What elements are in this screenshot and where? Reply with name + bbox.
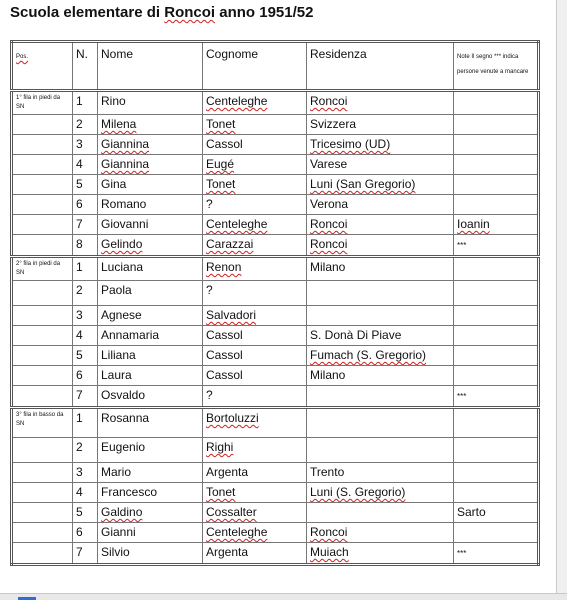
table-row — [12, 257, 539, 281]
cell-note — [454, 483, 539, 503]
horizontal-scrollbar[interactable] — [0, 593, 567, 600]
table-row — [12, 195, 539, 215]
cell-cognome: Eugé — [203, 155, 307, 175]
table-row — [12, 175, 539, 195]
cell-residenza: Milano — [307, 257, 454, 281]
row-position-empty — [12, 483, 73, 503]
cell-residenza: Roncoi — [307, 523, 454, 543]
title-suffix: anno 1951/52 — [215, 4, 314, 21]
cell-number: 6 — [73, 195, 98, 215]
cell-residenza: Roncoi — [307, 91, 454, 115]
table-row — [12, 326, 539, 346]
cell-number: 3 — [73, 135, 98, 155]
table-row — [12, 281, 539, 306]
row-position-empty — [12, 326, 73, 346]
cell-nome: Giovanni — [98, 215, 203, 235]
cell-number: 1 — [73, 257, 98, 281]
cell-nome: Gelindo — [98, 235, 203, 257]
cell-residenza: Fumach (S. Gregorio) — [307, 346, 454, 366]
cell-number: 7 — [73, 386, 98, 408]
cell-residenza: Milano — [307, 366, 454, 386]
cell-note — [454, 91, 539, 115]
cell-note — [454, 115, 539, 135]
cell-number: 8 — [73, 235, 98, 257]
table-row — [12, 543, 539, 565]
cell-nome: Annamaria — [98, 326, 203, 346]
table-row — [12, 235, 539, 257]
cell-cognome: ? — [203, 195, 307, 215]
cell-cognome: Carazzai — [203, 235, 307, 257]
cell-note — [454, 438, 539, 463]
cell-note — [454, 281, 539, 306]
cell-cognome: Cassol — [203, 326, 307, 346]
cell-residenza: Luni (S. Gregorio) — [307, 483, 454, 503]
cell-cognome: Renon — [203, 257, 307, 281]
row-position-label: 3° fila in basso da SN — [12, 408, 73, 438]
cell-cognome: Salvadori — [203, 306, 307, 326]
table-row — [12, 215, 539, 235]
cell-nome: Gianni — [98, 523, 203, 543]
header-nome: Nome — [98, 42, 203, 91]
table-row — [12, 91, 539, 115]
cell-note — [454, 463, 539, 483]
cell-cognome: Argenta — [203, 463, 307, 483]
row-position-empty — [12, 386, 73, 408]
cell-note — [454, 155, 539, 175]
row-position-label: 1° fila in piedi da SN — [12, 91, 73, 115]
row-position-empty — [12, 215, 73, 235]
cell-note — [454, 135, 539, 155]
cell-note: *** — [454, 386, 539, 408]
cell-number: 4 — [73, 483, 98, 503]
header-note: Note Il segno *** indica persone venute a mancare — [454, 42, 539, 91]
row-position-empty — [12, 235, 73, 257]
cell-number: 2 — [73, 438, 98, 463]
row-position-empty — [12, 523, 73, 543]
cell-number: 7 — [73, 215, 98, 235]
cell-number: 5 — [73, 346, 98, 366]
cell-number: 1 — [73, 91, 98, 115]
header-cognome: Cognome — [203, 42, 307, 91]
cell-cognome: Centeleghe — [203, 215, 307, 235]
cell-nome: Eugenio — [98, 438, 203, 463]
table-row — [12, 155, 539, 175]
cell-residenza — [307, 386, 454, 408]
table-row — [12, 386, 539, 408]
cell-cognome: Tonet — [203, 483, 307, 503]
cell-residenza: Varese — [307, 155, 454, 175]
cell-number: 3 — [73, 463, 98, 483]
table-row — [12, 523, 539, 543]
table-row — [12, 115, 539, 135]
row-position-label: 2° fila in piedi da SN — [12, 257, 73, 281]
cell-residenza — [307, 503, 454, 523]
cell-nome: Gina — [98, 175, 203, 195]
cell-cognome: Bortoluzzi — [203, 408, 307, 438]
cell-residenza: Tricesimo (UD) — [307, 135, 454, 155]
cell-cognome: ? — [203, 386, 307, 408]
cell-note: *** — [454, 543, 539, 565]
cell-residenza — [307, 306, 454, 326]
cell-nome: Galdino — [98, 503, 203, 523]
cell-nome: Laura — [98, 366, 203, 386]
row-position-empty — [12, 135, 73, 155]
cell-note: Ioanin — [454, 215, 539, 235]
cell-note — [454, 306, 539, 326]
cell-cognome: Argenta — [203, 543, 307, 565]
cell-residenza: Trento — [307, 463, 454, 483]
cell-residenza: Svizzera — [307, 115, 454, 135]
cell-nome: Osvaldo — [98, 386, 203, 408]
header-pos: Pos. — [12, 42, 73, 91]
cell-note — [454, 175, 539, 195]
table-header-row — [12, 42, 539, 91]
title-place: Roncoi — [164, 4, 216, 21]
cell-number: 5 — [73, 175, 98, 195]
cell-cognome: Cossalter — [203, 503, 307, 523]
cell-cognome: Tonet — [203, 115, 307, 135]
cell-number: 2 — [73, 281, 98, 306]
cell-nome: Milena — [98, 115, 203, 135]
cell-nome: Paola — [98, 281, 203, 306]
cell-residenza: Verona — [307, 195, 454, 215]
cell-note: *** — [454, 235, 539, 257]
row-position-empty — [12, 463, 73, 483]
cell-residenza — [307, 408, 454, 438]
cell-note — [454, 523, 539, 543]
cell-cognome: Cassol — [203, 366, 307, 386]
header-n: N. — [73, 42, 98, 91]
row-position-empty — [12, 438, 73, 463]
row-position-empty — [12, 366, 73, 386]
cell-residenza: S. Donà Di Piave — [307, 326, 454, 346]
cell-note — [454, 346, 539, 366]
cell-residenza — [307, 438, 454, 463]
cell-note — [454, 366, 539, 386]
cell-nome: Rino — [98, 91, 203, 115]
cell-nome: Giannina — [98, 155, 203, 175]
cell-cognome: Cassol — [203, 135, 307, 155]
vertical-scrollbar[interactable] — [556, 0, 567, 600]
table-row — [12, 503, 539, 523]
cell-nome: Francesco — [98, 483, 203, 503]
cell-number: 3 — [73, 306, 98, 326]
cell-number: 6 — [73, 523, 98, 543]
cell-residenza: Luni (San Gregorio) — [307, 175, 454, 195]
cell-nome: Luciana — [98, 257, 203, 281]
table-row — [12, 438, 539, 463]
cell-residenza: Roncoi — [307, 215, 454, 235]
cell-residenza — [307, 281, 454, 306]
row-position-empty — [12, 281, 73, 306]
row-position-empty — [12, 543, 73, 565]
table-row — [12, 306, 539, 326]
table-row — [12, 135, 539, 155]
roster-table — [10, 40, 540, 566]
cell-number: 7 — [73, 543, 98, 565]
header-residenza: Residenza — [307, 42, 454, 91]
cell-note: Sarto — [454, 503, 539, 523]
table-row — [12, 483, 539, 503]
row-position-empty — [12, 175, 73, 195]
cell-number: 5 — [73, 503, 98, 523]
row-position-empty — [12, 306, 73, 326]
cell-number: 4 — [73, 155, 98, 175]
page-title — [10, 4, 313, 21]
cell-nome: Liliana — [98, 346, 203, 366]
cell-cognome: Tonet — [203, 175, 307, 195]
cell-number: 4 — [73, 326, 98, 346]
cell-nome: Agnese — [98, 306, 203, 326]
cell-number: 1 — [73, 408, 98, 438]
cell-number: 6 — [73, 366, 98, 386]
cell-cognome: Cassol — [203, 346, 307, 366]
cell-note — [454, 326, 539, 346]
row-position-empty — [12, 346, 73, 366]
row-position-empty — [12, 115, 73, 135]
cell-note — [454, 257, 539, 281]
cell-number: 2 — [73, 115, 98, 135]
cell-note — [454, 408, 539, 438]
table-row — [12, 366, 539, 386]
table-row — [12, 463, 539, 483]
row-position-empty — [12, 503, 73, 523]
cell-nome: Giannina — [98, 135, 203, 155]
cell-cognome: Righi — [203, 438, 307, 463]
cell-cognome: ? — [203, 281, 307, 306]
title-prefix: Scuola elementare di — [10, 4, 165, 21]
cell-nome: Silvio — [98, 543, 203, 565]
cell-cognome: Centeleghe — [203, 523, 307, 543]
cell-note — [454, 195, 539, 215]
table-row — [12, 408, 539, 438]
cell-nome: Mario — [98, 463, 203, 483]
cell-nome: Romano — [98, 195, 203, 215]
cell-residenza: Muiach — [307, 543, 454, 565]
row-position-empty — [12, 155, 73, 175]
cell-nome: Rosanna — [98, 408, 203, 438]
table-row — [12, 346, 539, 366]
row-position-empty — [12, 195, 73, 215]
cell-cognome: Centeleghe — [203, 91, 307, 115]
cell-residenza: Roncoi — [307, 235, 454, 257]
